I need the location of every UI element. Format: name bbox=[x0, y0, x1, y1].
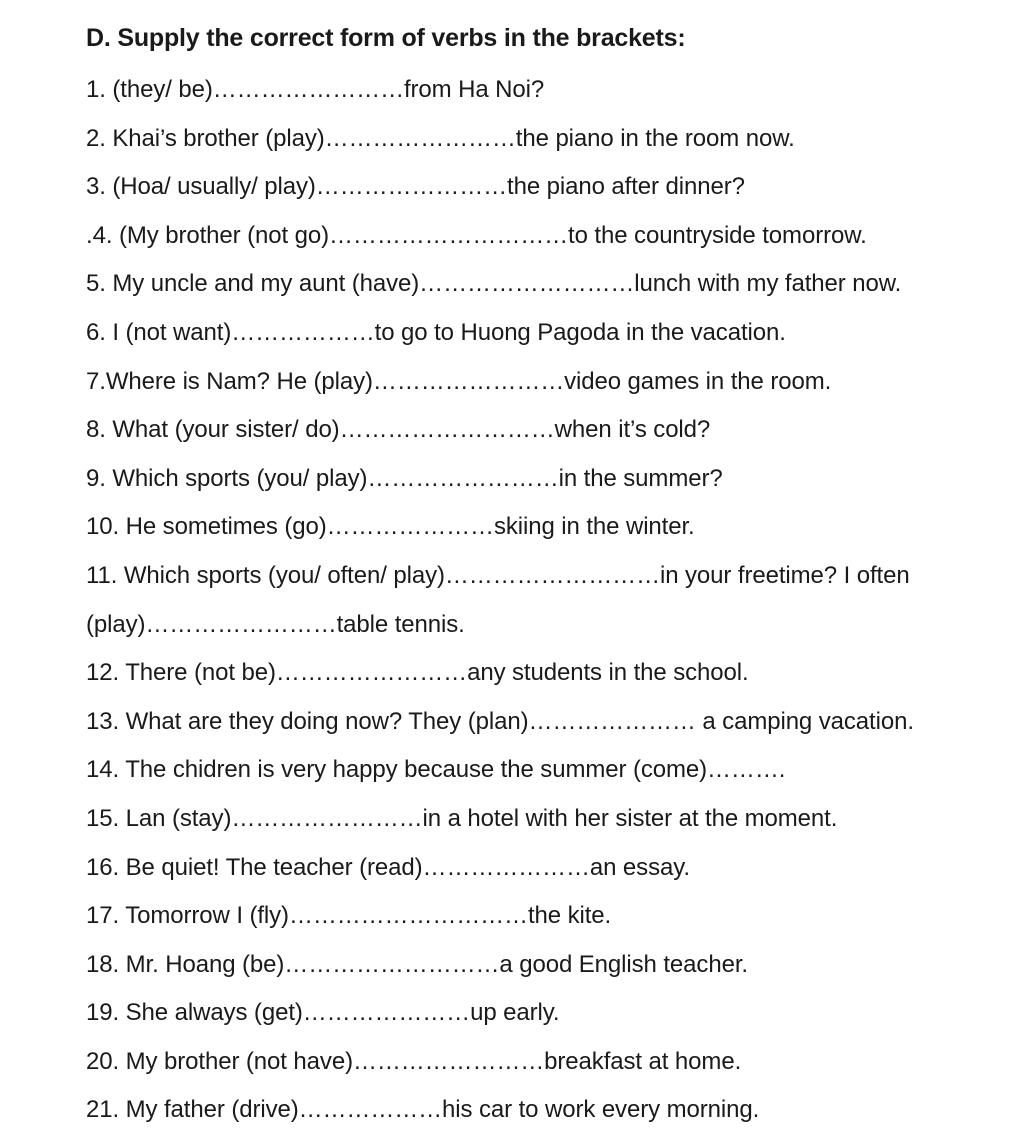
exercise-line-8: 8. What (your sister/ do)………………………when it’s cold? bbox=[86, 416, 711, 444]
exercise-line-11: 11. Which sports (you/ often/ play)………………………in your freetime? I often bbox=[86, 561, 910, 589]
exercise-line-19: 19. She always (get)…………………up early. bbox=[86, 999, 560, 1027]
exercise-line-4: .4. (My brother (not go)…………………………to the countryside tomorrow. bbox=[86, 221, 867, 249]
exercise-heading: D. Supply the correct form of verbs in the brackets: bbox=[86, 24, 686, 52]
exercise-line-7: 7.Where is Nam? He (play)……………………video games in the room. bbox=[86, 367, 832, 395]
exercise-line-3: 3. (Hoa/ usually/ play)……………………the piano after dinner? bbox=[86, 173, 745, 201]
exercise-line-17: 17. Tomorrow I (fly)…………………………the kite. bbox=[86, 902, 612, 930]
exercise-line-6: 6. I (not want)………………to go to Huong Pagoda in the vacation. bbox=[86, 318, 786, 346]
exercise-line-14: 14. The chidren is very happy because the summer (come)………. bbox=[86, 756, 786, 784]
exercise-line-18: 18. Mr. Hoang (be)………………………a good English teacher. bbox=[86, 950, 748, 978]
exercise-line-5: 5. My uncle and my aunt (have)………………………lunch with my father now. bbox=[86, 270, 902, 298]
exercise-sheet bbox=[86, 18, 1006, 1135]
exercise-line-13: 13. What are they doing now? They (plan)………………… a camping vacation. bbox=[86, 707, 914, 735]
exercise-line-16: 16. Be quiet! The teacher (read)…………………an essay. bbox=[86, 853, 690, 881]
exercise-line-11-continued: (play)……………………table tennis. bbox=[86, 610, 465, 638]
exercise-line-21: 21. My father (drive)………………his car to work every morning. bbox=[86, 1096, 760, 1124]
exercise-line-15: 15. Lan (stay)……………………in a hotel with her sister at the moment. bbox=[86, 804, 838, 832]
exercise-line-2: 2. Khai’s brother (play)……………………the piano in the room now. bbox=[86, 124, 795, 152]
exercise-line-9: 9. Which sports (you/ play)……………………in the summer? bbox=[86, 464, 723, 492]
exercise-line-12: 12. There (not be)……………………any students in the school. bbox=[86, 659, 749, 687]
exercise-line-10: 10. He sometimes (go)…………………skiing in the winter. bbox=[86, 513, 695, 541]
exercise-line-20: 20. My brother (not have)……………………breakfast at home. bbox=[86, 1047, 742, 1075]
exercise-line-1: 1. (they/ be)……………………from Ha Noi? bbox=[86, 76, 545, 103]
